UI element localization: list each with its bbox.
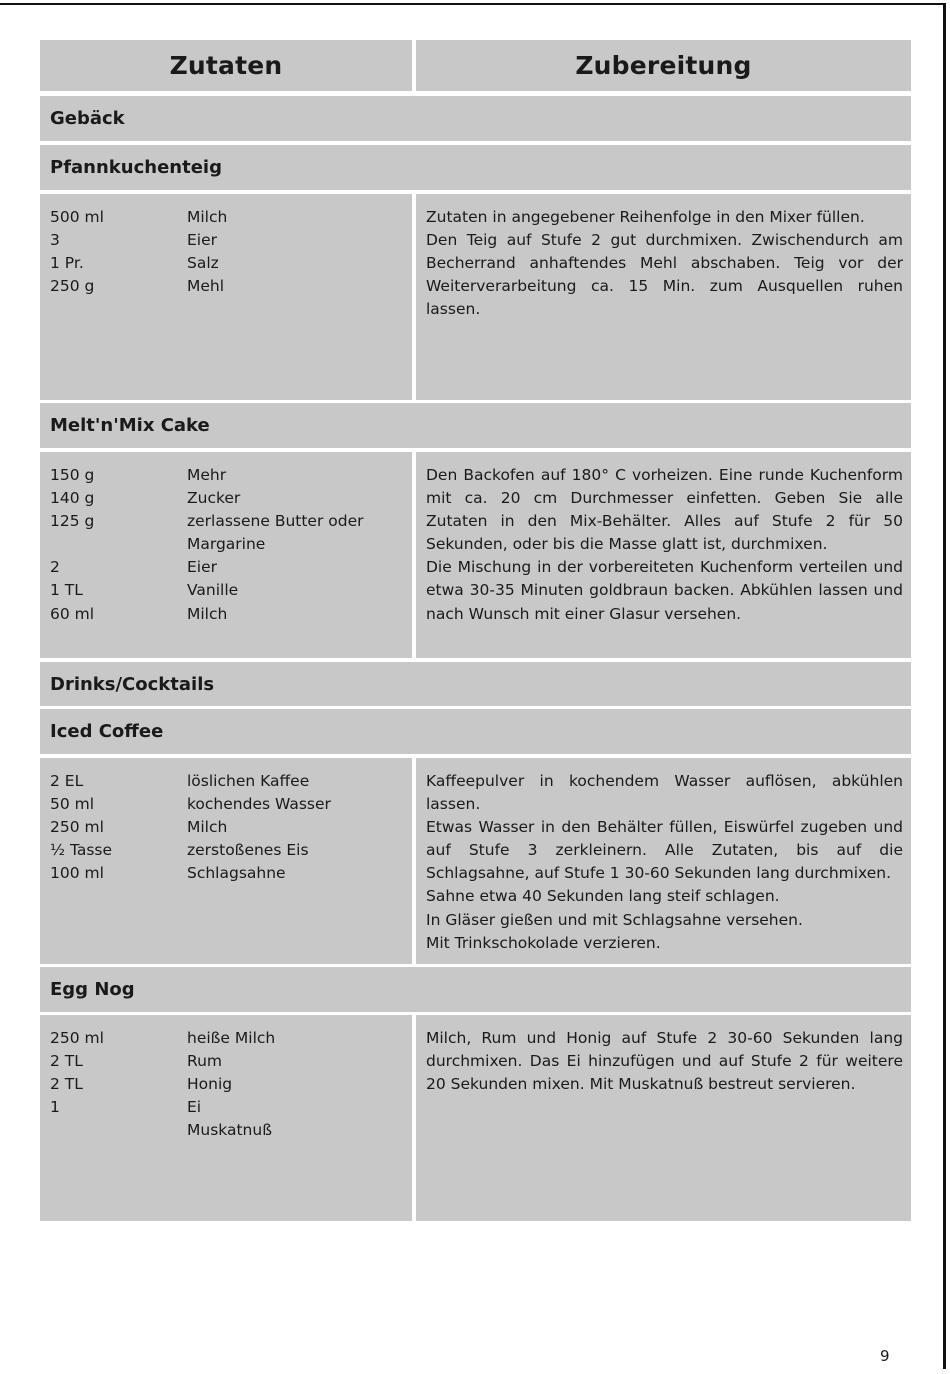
ingredient-name: Eier — [187, 558, 218, 577]
ingredient-row — [50, 793, 412, 816]
column-header-preparation-label: Zubereitung — [575, 51, 752, 80]
preparation-step: Die Mischung in der vorbereiteten Kuchenform verteilen und etwa 30-35 Minuten goldbraun backen. Abkühlen lassen und nach Wunsch mit einer Glasur versehen. — [426, 558, 903, 623]
ingredient-row — [50, 533, 412, 556]
ingredient-row — [50, 487, 412, 510]
ingredient-name: Margarine — [187, 535, 266, 554]
ingredient-name: Milch — [187, 818, 228, 837]
page-frame-top — [0, 3, 946, 5]
page-frame-right — [943, 3, 946, 1369]
ingredient-name: zerstoßenes Eis — [187, 841, 309, 860]
recipe-title-pancake — [40, 145, 911, 190]
recipe-title-coffee — [40, 709, 911, 754]
ingredient-name: Mehr — [187, 466, 227, 484]
category-baking-label: Gebäck — [50, 108, 125, 129]
column-header-ingredients — [40, 40, 412, 91]
ingredient-row — [50, 206, 412, 229]
preparation-step: Etwas Wasser in den Behälter füllen, Eiswürfel zugeben und auf Stufe 3 zerkleinern. Alle Zutaten, bis auf die Schlagsahne, auf Stufe 1 30-60 Sekunden lang durchmixen. — [426, 818, 903, 883]
ingredient-name: Milch — [187, 604, 228, 623]
category-drinks-label: Drinks/Cocktails — [50, 673, 215, 695]
ingredients-eggnog — [40, 1015, 412, 1221]
preparation-step: Kaffeepulver in kochendem Wasser auflösen, abkühlen lassen. — [426, 772, 903, 814]
ingredient-name: Honig — [187, 1075, 233, 1094]
preparation-step: Den Backofen auf 180° C vorheizen. Eine runde Kuchenform mit ca. 20 cm Durchmesser einfetten. Geben Sie alle Zutaten in den Mix-Behälter. Alles auf Stufe 2 für 50 Sekunden, oder bis die Masse glatt ist, durchmixen. — [426, 466, 903, 554]
ingredient-row — [50, 229, 412, 252]
preparation-pancake — [416, 194, 911, 400]
ingredient-quantity: 2 TL — [50, 1052, 83, 1071]
ingredient-name: Mehl — [187, 277, 225, 296]
ingredient-name: löslichen Kaffee — [187, 772, 310, 790]
category-baking — [40, 96, 911, 141]
ingredient-name: Salz — [187, 254, 219, 273]
ingredient-row — [50, 464, 412, 487]
ingredients-pancake — [40, 194, 412, 400]
ingredient-row — [50, 556, 412, 579]
ingredient-quantity: 500 ml — [50, 208, 104, 226]
recipe-title-cake — [40, 403, 911, 448]
ingredient-quantity: 1 — [50, 1098, 60, 1117]
ingredient-quantity: 250 ml — [50, 818, 104, 837]
ingredient-quantity: 2 TL — [50, 1075, 83, 1094]
ingredient-quantity: 150 g — [50, 466, 95, 484]
ingredient-row — [50, 579, 412, 602]
ingredients-cake — [40, 452, 412, 658]
ingredient-row — [50, 275, 412, 298]
page-number: 9 — [880, 1347, 890, 1365]
ingredient-row — [50, 1073, 412, 1096]
ingredient-quantity: 100 ml — [50, 864, 104, 883]
ingredient-quantity: 60 ml — [50, 604, 95, 623]
ingredient-quantity — [50, 1119, 187, 1142]
ingredient-quantity — [50, 533, 187, 556]
column-header-ingredients-label: Zutaten — [169, 51, 283, 80]
ingredient-row — [50, 862, 412, 885]
ingredient-quantity: 2 EL — [50, 772, 84, 790]
recipe-title-eggnog-label: Egg Nog — [50, 979, 135, 1000]
ingredient-quantity: 2 — [50, 558, 60, 577]
preparation-eggnog — [416, 1015, 911, 1221]
ingredient-name: Vanille — [187, 581, 239, 600]
ingredient-row — [50, 1119, 412, 1142]
preparation-step: Zutaten in angegebener Reihenfolge in den Mixer füllen. — [426, 208, 865, 226]
preparation-step: Milch, Rum und Honig auf Stufe 2 30-60 Sekunden lang durchmixen. Das Ei hinzufügen und auf Stufe 2 für weitere 20 Sekunden mixen. Mit Muskatnuß bestreut servieren. — [426, 1029, 903, 1094]
ingredient-row — [50, 1096, 412, 1119]
ingredient-quantity: 250 g — [50, 277, 95, 296]
preparation-step: Sahne etwa 40 Sekunden lang steif schlagen. — [426, 887, 780, 906]
ingredient-row — [50, 603, 412, 626]
ingredient-row — [50, 1050, 412, 1073]
preparation-step: Den Teig auf Stufe 2 gut durchmixen. Zwischendurch am Becherrand anhaftendes Mehl abschaben. Teig vor der Weiterverarbeitung ca. 15 Min. zum Ausquellen ruhen lassen. — [426, 231, 903, 319]
ingredient-name: zerlassene Butter oder — [187, 512, 364, 531]
ingredient-quantity: 250 ml — [50, 1029, 104, 1047]
ingredient-row — [50, 839, 412, 862]
ingredient-quantity: 1 Pr. — [50, 254, 84, 273]
ingredient-quantity: 1 TL — [50, 581, 83, 600]
preparation-step: In Gläser gießen und mit Schlagsahne versehen. — [426, 910, 803, 929]
ingredient-name: Muskatnuß — [187, 1121, 272, 1140]
ingredient-name: Schlagsahne — [187, 864, 286, 883]
ingredient-name: Eier — [187, 231, 218, 250]
ingredient-row — [50, 252, 412, 275]
preparation-coffee — [416, 758, 911, 964]
ingredient-quantity: 3 — [50, 231, 60, 250]
ingredient-quantity: 140 g — [50, 489, 95, 508]
preparation-step: Mit Trinkschokolade verzieren. — [426, 933, 661, 952]
ingredient-quantity: 125 g — [50, 512, 95, 531]
ingredient-name: Milch — [187, 208, 228, 226]
recipe-title-coffee-label: Iced Coffee — [50, 721, 164, 742]
ingredient-name: heiße Milch — [187, 1029, 276, 1047]
preparation-cake — [416, 452, 911, 658]
ingredient-row — [50, 1027, 412, 1050]
recipe-title-pancake-label: Pfannkuchenteig — [50, 157, 222, 178]
recipe-title-eggnog — [40, 967, 911, 1012]
ingredient-quantity: ½ Tasse — [50, 841, 113, 860]
recipe-title-cake-label: Melt'n'Mix Cake — [50, 415, 210, 436]
ingredient-quantity: 50 ml — [50, 795, 95, 814]
ingredient-row — [50, 816, 412, 839]
ingredient-name: kochendes Wasser — [187, 795, 331, 814]
ingredients-coffee — [40, 758, 412, 964]
category-drinks — [40, 662, 911, 706]
ingredient-row — [50, 510, 412, 533]
ingredient-name: Ei — [187, 1098, 202, 1117]
ingredient-name: Zucker — [187, 489, 241, 508]
ingredient-name: Rum — [187, 1052, 222, 1071]
column-header-preparation — [416, 40, 911, 91]
ingredient-row — [50, 770, 412, 793]
